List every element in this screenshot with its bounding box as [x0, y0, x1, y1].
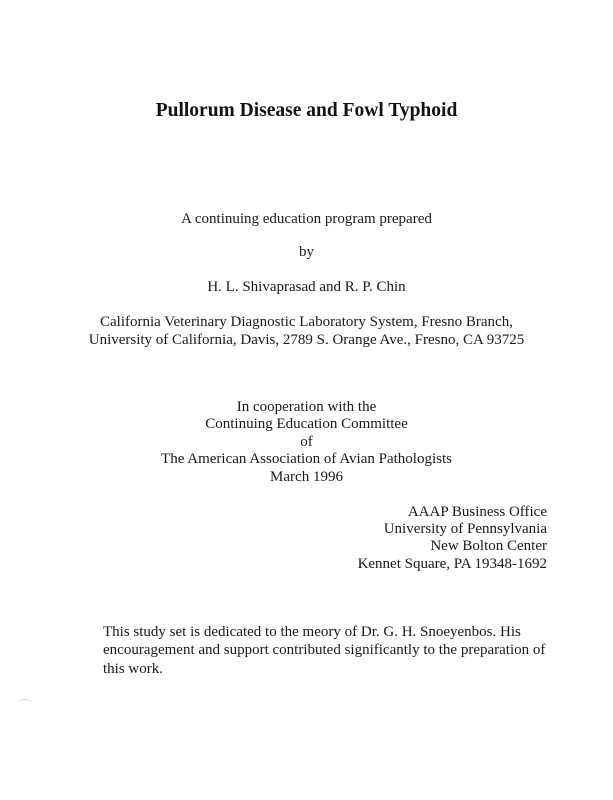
cooperation-line-4: The American Association of Avian Pathologists	[161, 451, 452, 468]
cooperation-line-1: In cooperation with the	[236, 399, 377, 415]
by-label: by	[299, 244, 314, 260]
cooperation-block	[0, 399, 613, 486]
business-office-address	[358, 504, 547, 573]
office-line-1: AAAP Business Office	[407, 504, 547, 520]
dedication-paragraph	[103, 623, 573, 678]
affiliation-line-1: California Veterinary Diagnostic Laboratory System, Fresno Branch,	[100, 314, 513, 330]
dedication-line-1: This study set is dedicated to the meory of Dr. G. H. Snoeyenbos. His	[103, 624, 521, 640]
office-line-2: University of Pennsylvania	[383, 521, 547, 538]
affiliation-block	[0, 313, 613, 349]
dedication-line-3: this work.	[103, 660, 163, 677]
cooperation-line-2: Continuing Education Committee	[205, 416, 408, 433]
office-line-4: Kennet Square, PA 19348-1692	[357, 555, 547, 572]
scan-artifact	[18, 699, 32, 706]
affiliation-line-2: University of California, Davis, 2789 S. Orange Ave., Fresno, CA 93725	[88, 332, 525, 348]
cooperation-line-3: of	[300, 433, 313, 450]
authors: H. L. Shivaprasad and R. P. Chin	[207, 279, 406, 295]
program-description: A continuing education program prepared	[181, 211, 432, 227]
publication-date: March 1996	[270, 468, 343, 485]
dedication-line-2: encouragement and support contributed significantly to the preparation of	[103, 642, 546, 659]
document-title: Pullorum Disease and Fowl Typhoid	[155, 100, 458, 121]
office-line-3: New Bolton Center	[430, 538, 547, 555]
